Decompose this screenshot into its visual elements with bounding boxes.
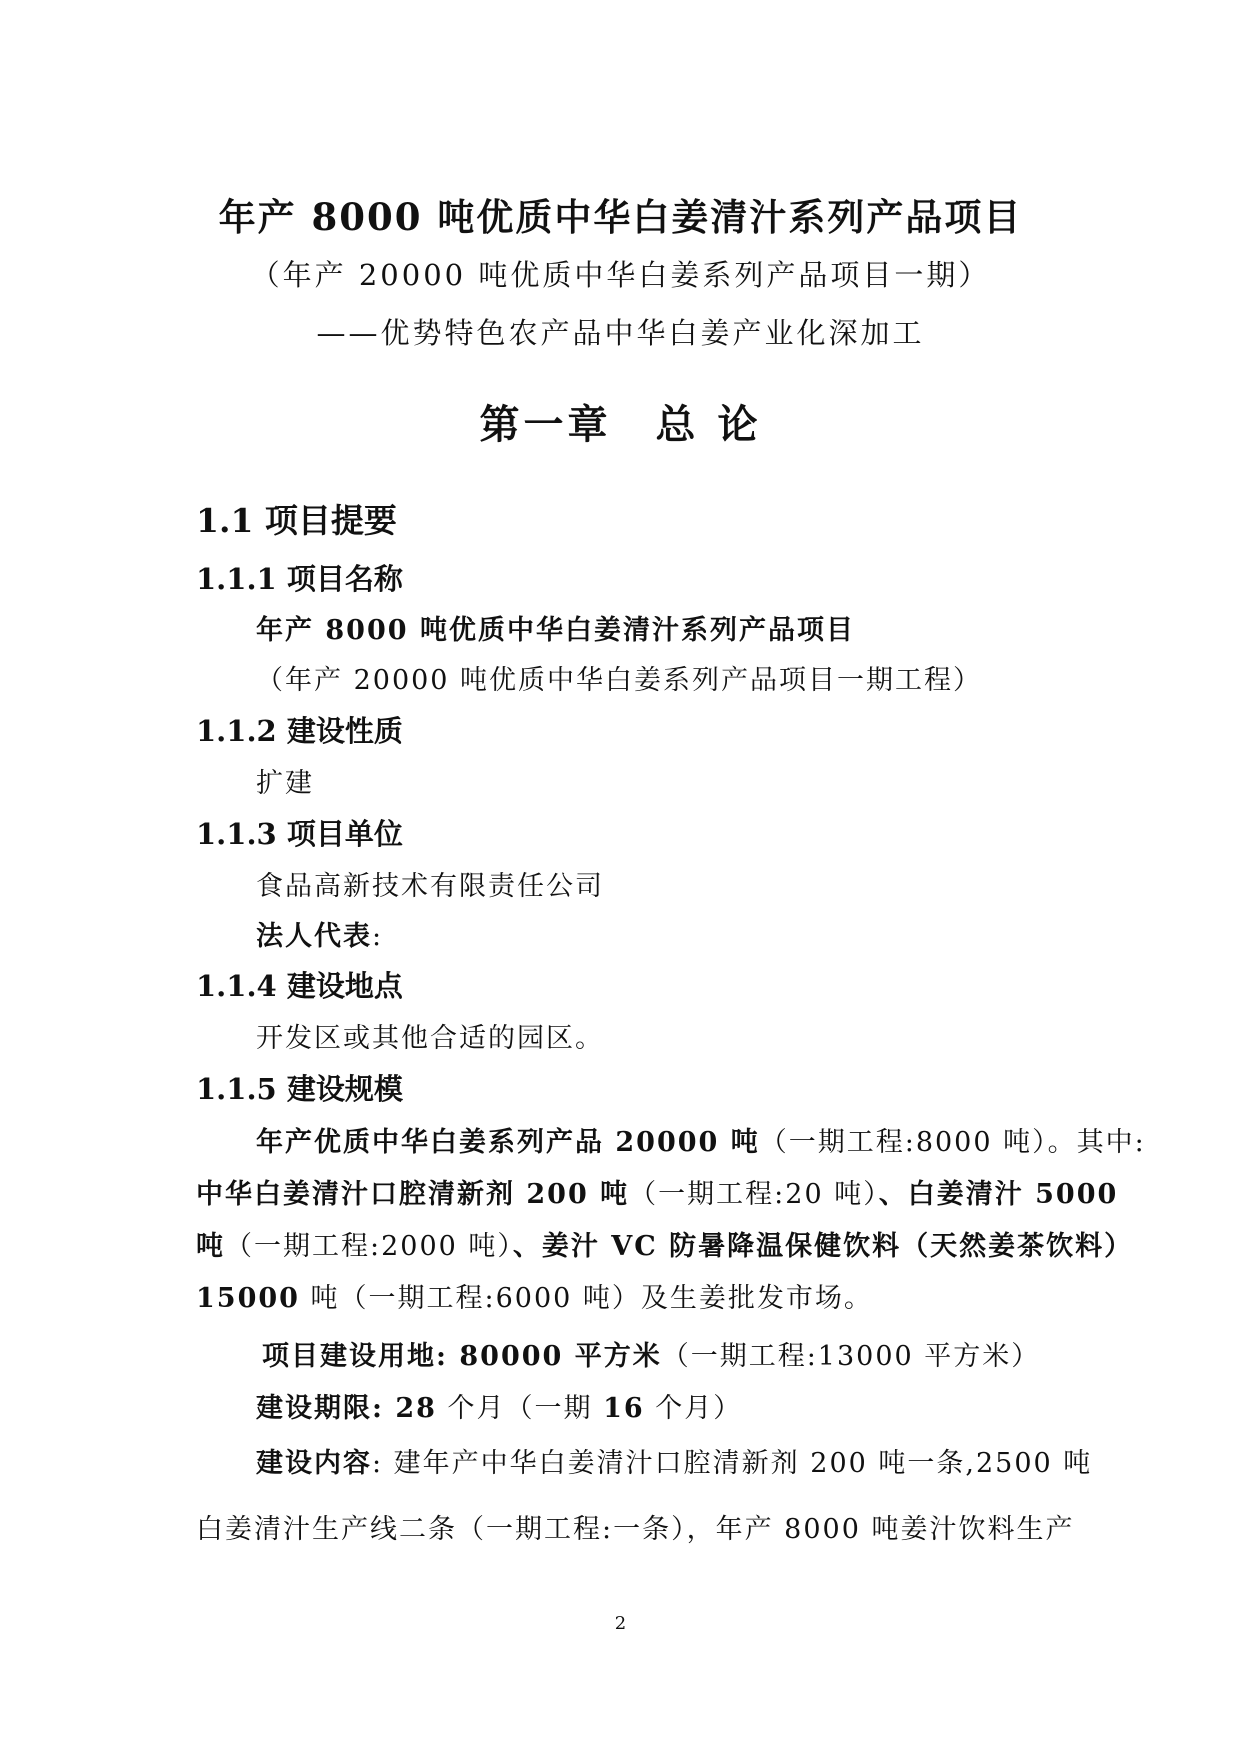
land-use — [262, 1334, 1040, 1373]
scale-paragraph-line-4 — [196, 1276, 873, 1315]
construction-content-line-2: 白姜清汁生产线二条（一期工程:一条），年产 8000 吨姜汁饮料生产 — [196, 1514, 1075, 1545]
scale-item-mouth-freshener: 中华白姜清汁口腔清新剂 200 吨 — [196, 1179, 630, 1210]
section-heading-1-1-2: 1.1.2 建设性质 — [196, 714, 403, 748]
scale-item-note: （一期工程:20 吨） — [629, 1179, 879, 1210]
page-number: 2 — [614, 1613, 627, 1634]
construction-nature: 扩建 — [256, 768, 314, 799]
land-use-total: 项目建设用地: 80000 平方米 — [262, 1341, 662, 1372]
legal-rep-label: 法人代表 — [256, 921, 372, 952]
project-name-note: （年产 20000 吨优质中华白姜系列产品项目一期工程） — [256, 665, 983, 696]
period-unit: 个月（一期 — [436, 1393, 604, 1424]
document-tagline: ——优势特色农产品中华白姜产业化深加工 — [316, 316, 925, 350]
construction-location: 开发区或其他合适的园区。 — [256, 1023, 604, 1054]
scale-paragraph-line-3 — [196, 1224, 1133, 1263]
section-heading-1-1-5: 1.1.5 建设规模 — [196, 1072, 403, 1106]
land-use-note: （一期工程:13000 平方米） — [661, 1341, 1041, 1372]
chapter-heading: 第一章 总 论 — [479, 401, 762, 448]
scale-item-note: 吨（一期工程:6000 吨）及生姜批发市场。 — [299, 1283, 873, 1314]
content-label: 建设内容 — [256, 1448, 372, 1479]
period-unit: 个月） — [644, 1393, 743, 1424]
period-total: 建设期限: 28 — [256, 1393, 437, 1424]
scale-item-ginger-juice: 、白姜清汁 5000 — [878, 1179, 1119, 1210]
period-phase: 16 — [603, 1393, 645, 1424]
construction-period — [256, 1386, 742, 1425]
document-title: 年产 8000 吨优质中华白姜清汁系列产品项目 — [218, 195, 1023, 239]
scale-item-note: （一期工程:2000 吨） — [225, 1231, 513, 1262]
legal-rep-colon: : — [372, 921, 384, 952]
section-heading-1-1-1: 1.1.1 项目名称 — [196, 562, 403, 596]
scale-total: 年产优质中华白姜系列产品 20000 吨 — [256, 1127, 760, 1158]
scale-item-beverage: 、姜汁 VC 防暑降温保健饮料（天然姜茶饮料） — [512, 1231, 1134, 1262]
legal-representative — [256, 914, 383, 953]
scale-phase-note: （一期工程:8000 吨）。其中: — [759, 1127, 1146, 1158]
section-heading-1-1-3: 1.1.3 项目单位 — [196, 817, 403, 851]
construction-content-line-1 — [256, 1441, 1092, 1480]
section-heading-1-1: 1.1 项目提要 — [196, 501, 397, 540]
company-name: 食品高新技术有限责任公司 — [256, 871, 604, 902]
project-name: 年产 8000 吨优质中华白姜清汁系列产品项目 — [256, 615, 855, 646]
scale-unit: 吨 — [196, 1231, 225, 1262]
section-heading-1-1-4: 1.1.4 建设地点 — [196, 969, 403, 1003]
document-subtitle: （年产 20000 吨优质中华白姜系列产品项目一期） — [250, 258, 991, 292]
scale-paragraph-line-2 — [196, 1172, 1118, 1211]
content-text: : 建年产中华白姜清汁口腔清新剂 200 吨一条,2500 吨 — [372, 1448, 1093, 1479]
scale-paragraph-line-1 — [256, 1120, 1146, 1159]
scale-beverage-amount: 15000 — [196, 1283, 300, 1314]
